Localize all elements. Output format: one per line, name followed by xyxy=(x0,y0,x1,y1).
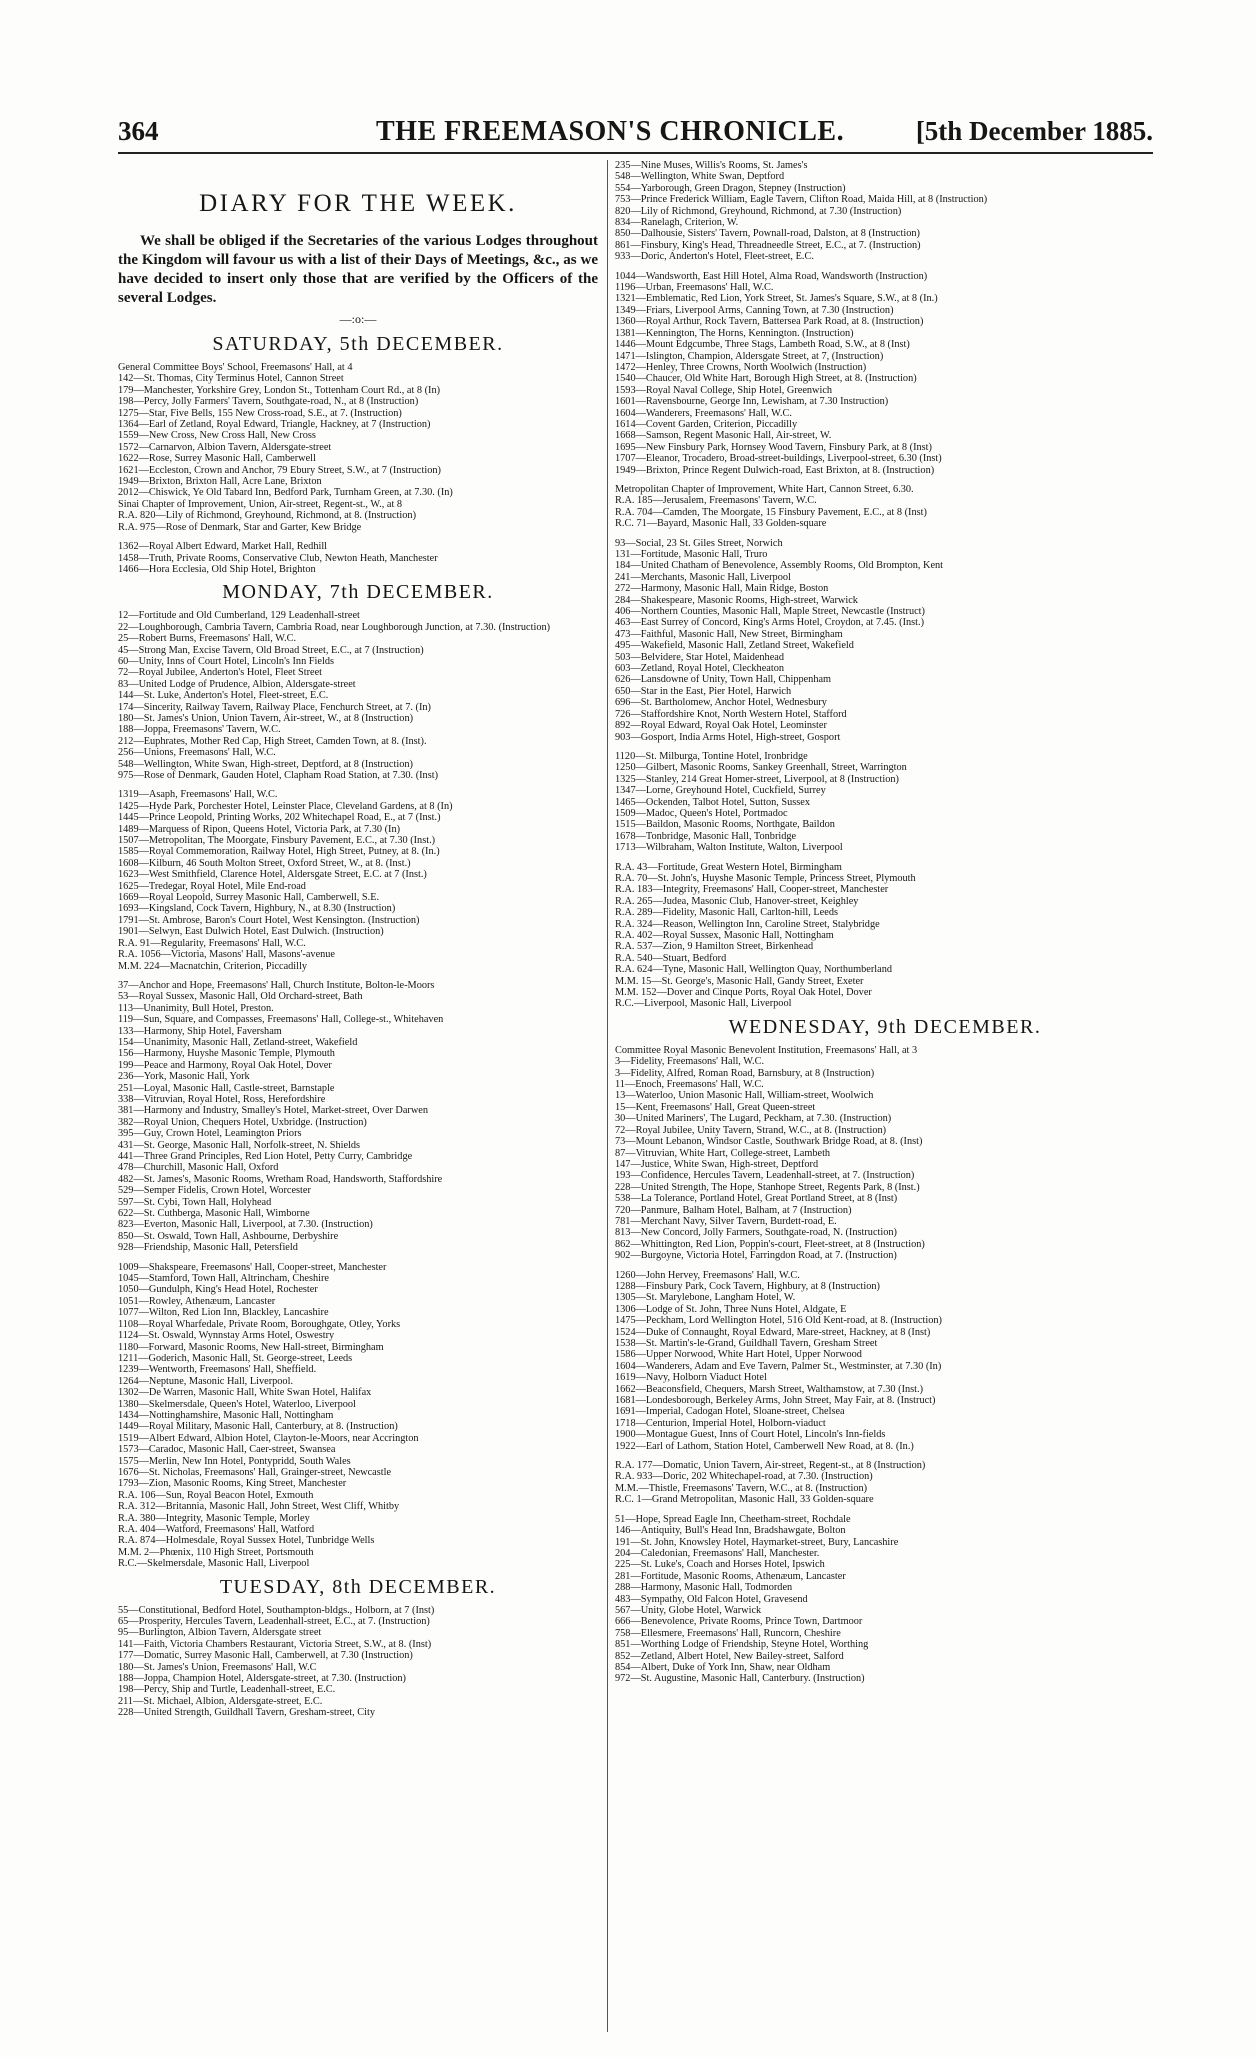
lodge-entry: 1691—Imperial, Cadogan Hotel, Sloane-street, Chelsea xyxy=(615,1406,845,1418)
lodge-entry: 1559—New Cross, New Cross Hall, New Cross xyxy=(118,430,316,442)
lodge-entry: 1625—Tredegar, Royal Hotel, Mile End-road xyxy=(118,880,306,892)
lodge-entry: 1614—Covent Garden, Criterion, Piccadilly xyxy=(615,418,798,430)
lodge-entry: R.A. 1056—Victoria, Masons' Hall, Masons'-avenue xyxy=(118,949,336,961)
lodge-entry: 1668—Samson, Regent Masonic Hall, Air-street, W. xyxy=(615,430,832,442)
lodge-entry: 622—St. Cuthberga, Masonic Hall, Wimborne xyxy=(118,1208,310,1220)
lodge-entry: 850—St. Oswald, Town Hall, Ashbourne, Derbyshire xyxy=(118,1230,339,1242)
lodge-entry: 179—Manchester, Yorkshire Grey, London St., Tottenham Court Rd., at 8 (In) xyxy=(118,384,441,396)
lodge-entry: 1713—Wilbraham, Walton Institute, Walton, Liverpool xyxy=(615,842,843,854)
lodge-entry: 834—Ranelagh, Criterion, W. xyxy=(615,217,739,229)
lodge-entry: 1573—Caradoc, Masonic Hall, Caer-street, Swansea xyxy=(118,1444,336,1456)
lodge-entry: 473—Faithful, Masonic Hall, New Street, Birmingham xyxy=(615,628,843,640)
lodge-entry: 174—Sincerity, Railway Tavern, Railway Place, Fenchurch Street, at 7. (In) xyxy=(118,701,431,713)
lodge-entry: 382—Royal Union, Chequers Hotel, Uxbridge. (Instruction) xyxy=(118,1116,367,1128)
lodge-entry: R.A. 404—Watford, Freemasons' Hall, Watford xyxy=(118,1524,315,1535)
lodge-entry: 55—Constitutional, Bedford Hotel, Southampton-bldgs., Holborn, at 7 (Inst) xyxy=(118,1604,435,1616)
lodge-entry: 1360—Royal Arthur, Rock Tavern, Battersea Park Road, at 8. (Instruction) xyxy=(615,316,924,328)
lodge-entry: 156—Harmony, Huyshe Masonic Temple, Plymouth xyxy=(118,1048,335,1060)
page-header xyxy=(118,116,1153,156)
lodge-entry: 696—St. Bartholomew, Anchor Hotel, Wednesbury xyxy=(615,697,827,709)
lodge-entry: 204—Caledonian, Freemasons' Hall, Manchester. xyxy=(615,1547,820,1559)
lodge-entry: 1586—Upper Norwood, White Hart Hotel, Upper Norwood xyxy=(615,1349,862,1361)
lodge-entry: 1180—Forward, Masonic Rooms, New Hall-street, Birmingham xyxy=(118,1341,384,1353)
lodge-entry: 753—Prince Frederick William, Eagle Tavern, Clifton Road, Maida Hill, at 8 (Instruction) xyxy=(615,194,988,206)
lodge-entry: 933—Doric, Anderton's Hotel, Fleet-street, E.C. xyxy=(615,251,814,263)
lodge-entry: 1319—Asaph, Freemasons' Hall, W.C. xyxy=(118,789,278,801)
lodge-entry: 1446—Mount Edgcumbe, Three Stags, Lambeth Road, S.W., at 8 (Inst) xyxy=(615,339,910,351)
lodge-entry: Committee Royal Masonic Benevolent Institution, Freemasons' Hall, at 3 xyxy=(615,1044,918,1056)
lodge-entry: 228—United Strength, The Hope, Stanhope Street, Regents Park, 8 (Inst.) xyxy=(615,1181,920,1193)
lodge-entry: 142—St. Thomas, City Terminus Hotel, Cannon Street xyxy=(118,373,344,385)
lodge-entry: 1540—Chaucer, Old White Hart, Borough High Street, at 8. (Instruction) xyxy=(615,373,917,385)
lodge-entry: 30—United Mariners', The Lugard, Peckham, at 7.30. (Instruction) xyxy=(615,1113,892,1125)
lodge-entry: 1601—Ravensbourne, George Inn, Lewisham, at 7.30 Instruction) xyxy=(615,396,889,408)
lodge-entry: 851—Worthing Lodge of Friendship, Steyne Hotel, Worthing xyxy=(615,1639,869,1651)
lodge-entry: 441—Three Grand Principles, Red Lion Hotel, Petty Curry, Cambridge xyxy=(118,1151,413,1162)
day-heading: SATURDAY, 5th DECEMBER. xyxy=(212,333,504,355)
lodge-entry: 972—St. Augustine, Masonic Hall, Canterbury. (Instruction) xyxy=(615,1673,865,1685)
lodge-entry: 188—Joppa, Champion Hotel, Aldersgate-street, at 7.30. (Instruction) xyxy=(118,1673,406,1685)
lodge-entry: 212—Euphrates, Mother Red Cap, High Street, Camden Town, at 8. (Inst). xyxy=(118,735,427,747)
lodge-entry: 1434—Nottinghamshire, Masonic Hall, Nottingham xyxy=(118,1409,334,1421)
lodge-entry: 862—Whittington, Red Lion, Poppin's-court, Fleet-street, at 8 (Instruction) xyxy=(615,1238,925,1250)
lodge-entry: M.M. 224—Macnatchin, Criterion, Piccadilly xyxy=(118,960,308,972)
lodge-entry: M.M. 2—Phœnix, 110 High Street, Portsmouth xyxy=(118,1546,314,1558)
lodge-entry: 1250—Gilbert, Masonic Rooms, Sankey Greenhall, Street, Warrington xyxy=(615,762,907,774)
lodge-entry: 603—Zetland, Royal Hotel, Cleckheaton xyxy=(615,663,784,675)
lodge-entry: R.C. 1—Grand Metropolitan, Masonic Hall, 33 Golden-square xyxy=(615,1494,874,1506)
lodge-entry: 975—Rose of Denmark, Gauden Hotel, Clapham Road Station, at 7.30. (Inst) xyxy=(118,770,439,781)
lodge-entry: Metropolitan Chapter of Improvement, White Hart, Cannon Street, 6.30. xyxy=(615,483,914,495)
lodge-entry: 199—Peace and Harmony, Royal Oak Hotel, Dover xyxy=(118,1059,332,1071)
lodge-entry: 1593—Royal Naval College, Ship Hotel, Greenwich xyxy=(615,384,833,396)
lodge-entry: 1475—Peckham, Lord Wellington Hotel, 516 Old Kent-road, at 8. (Instruction) xyxy=(615,1315,942,1327)
lodge-entry: 180—St. James's Union, Freemasons' Hall, W.C xyxy=(118,1661,317,1673)
lodge-entry: 1362—Royal Albert Edward, Market Hall, Redhill xyxy=(118,541,328,553)
lodge-entry: 1325—Stanley, 214 Great Homer-street, Liverpool, at 8 (Instruction) xyxy=(615,773,899,785)
group-gap xyxy=(615,743,1155,751)
group-gap xyxy=(615,476,1155,484)
lodge-entry: 1264—Neptune, Masonic Hall, Liverpool. xyxy=(118,1375,294,1387)
lodge-entry: 1364—Earl of Zetland, Royal Edward, Triangle, Hackney, at 7 (Instruction) xyxy=(118,419,431,431)
lodge-entry: 154—Unanimity, Masonic Hall, Zetland-street, Wakefield xyxy=(118,1036,358,1048)
lodge-entry: 1538—St. Martin's-le-Grand, Guildhall Tavern, Gresham Street xyxy=(615,1338,878,1349)
lodge-entry: R.A. 91—Regularity, Freemasons' Hall, W.C. xyxy=(118,937,306,949)
lodge-entry: 184—United Chatham of Benevolence, Assembly Rooms, Old Brompton, Kent xyxy=(615,560,944,572)
lodge-entry: R.C.—Skelmersdale, Masonic Hall, Liverpool xyxy=(118,1558,310,1570)
lodge-entry: 251—Loyal, Masonic Hall, Castle-street, Barnstaple xyxy=(118,1082,335,1094)
lodge-entry: R.A. 289—Fidelity, Masonic Hall, Carlton-hill, Leeds xyxy=(615,907,838,919)
group-gap xyxy=(615,1262,1155,1270)
lodge-entry: R.A. 402—Royal Sussex, Masonic Hall, Nottingham xyxy=(615,930,834,941)
lodge-entry: 87—Vitruvian, White Hart, College-street, Lambeth xyxy=(615,1147,831,1159)
lodge-entry: 813—New Concord, Jolly Farmers, Southgate-road, N. (Instruction) xyxy=(615,1227,897,1239)
group-gap xyxy=(118,1254,598,1262)
lodge-entry: 548—Wellington, White Swan, High-street, Deptford, at 8 (Instruction) xyxy=(118,758,413,770)
header-rule xyxy=(118,152,1153,154)
lodge-entry: R.A. 183—Integrity, Freemasons' Hall, Cooper-street, Manchester xyxy=(615,884,889,896)
lodge-entry: 191—St. John, Knowsley Hotel, Haymarket-street, Bury, Lancashire xyxy=(615,1536,899,1548)
lodge-entry: 1678—Tonbridge, Masonic Hall, Tonbridge xyxy=(615,830,797,842)
lodge-entry: 113—Unanimity, Bull Hotel, Preston. xyxy=(118,1002,274,1014)
lodge-entry: 1425—Hyde Park, Porchester Hotel, Leinster Place, Cleveland Gardens, at 8 (In) xyxy=(118,800,453,812)
lodge-entry: 256—Unions, Freemasons' Hall, W.C. xyxy=(118,747,276,759)
lodge-entry: 1260—John Hervey, Freemasons' Hall, W.C. xyxy=(615,1269,800,1281)
lodge-entry: 2012—Chiswick, Ye Old Tabard Inn, Bedford Park, Turnham Green, at 7.30. (In) xyxy=(118,487,453,499)
lodge-entry: R.A. 265—Judea, Masonic Club, Hanover-street, Keighley xyxy=(615,895,859,907)
lodge-entry: 1619—Navy, Holborn Viaduct Hotel xyxy=(615,1372,767,1384)
publication-title: THE FREEMASON'S CHRONICLE. xyxy=(376,116,845,147)
lodge-entry: M.M. 152—Dover and Cinque Ports, Royal Oak Hotel, Dover xyxy=(615,987,872,999)
lodge-entry: 1051—Rowley, Athenæum, Lancaster xyxy=(118,1295,276,1307)
lodge-entry: 1445—Prince Leopold, Printing Works, 202 Whitechapel Road, E., at 7 (Inst.) xyxy=(118,812,441,824)
lodge-entry: 726—Staffordshire Knot, North Western Hotel, Stafford xyxy=(615,708,847,720)
lodge-entry: 338—Vitruvian, Royal Hotel, Ross, Herefordshire xyxy=(118,1093,326,1105)
lodge-entry: 177—Domatic, Surrey Masonic Hall, Camberwell, at 7.30 (Instruction) xyxy=(118,1650,413,1662)
lodge-entry: M.M.—Thistle, Freemasons' Tavern, W.C., at 8. (Instruction) xyxy=(615,1482,868,1494)
lodge-entry: 1585—Royal Commemoration, Railway Hotel, High Street, Putney, at 8. (In.) xyxy=(118,846,440,858)
lodge-entry: 1302—De Warren, Masonic Hall, White Swan Hotel, Halifax xyxy=(118,1387,372,1399)
lodge-entry: 1120—St. Milburga, Tontine Hotel, Ironbridge xyxy=(615,750,808,762)
lodge-entry: R.A. 537—Zion, 9 Hamilton Street, Birkenhead xyxy=(615,941,814,953)
lodge-entry: R.A. 933—Doric, 202 Whitechapel-road, at 7.30. (Instruction) xyxy=(615,1471,873,1483)
lodge-entry: 93—Social, 23 St. Giles Street, Norwich xyxy=(615,537,783,549)
lodge-entry: R.A. 380—Integrity, Masonic Temple, Morley xyxy=(118,1512,310,1524)
lodge-entry: 1108—Royal Wharfedale, Private Room, Boroughgate, Otley, Yorks xyxy=(118,1318,401,1330)
lodge-entry: 1196—Urban, Freemasons' Hall, W.C. xyxy=(615,282,774,294)
lodge-entry: 781—Merchant Navy, Silver Tavern, Burdett-road, E. xyxy=(615,1215,837,1227)
lodge-entry: R.A. 312—Britannia, Masonic Hall, John Street, West Cliff, Whitby xyxy=(118,1501,400,1513)
lodge-entry: R.A. 70—St. John's, Huyshe Masonic Temple, Princess Street, Plymouth xyxy=(615,872,916,884)
lodge-entry: 1519—Albert Edward, Albion Hotel, Clayton-le-Moors, near Accrington xyxy=(118,1432,419,1444)
lodge-entry: 1676—St. Nicholas, Freemasons' Hall, Grainger-street, Newcastle xyxy=(118,1466,392,1478)
lodge-entry: 1124—St. Oswald, Wynnstay Arms Hotel, Oswestry xyxy=(118,1330,335,1342)
lodge-entry: 72—Royal Jubilee, Anderton's Hotel, Fleet Street xyxy=(118,667,323,679)
lodge-entry: 73—Mount Lebanon, Windsor Castle, Southwark Bridge Road, at 8. (Inst) xyxy=(615,1136,923,1148)
lodge-entry: 1793—Zion, Masonic Rooms, King Street, Manchester xyxy=(118,1478,347,1490)
lodge-entry: 892—Royal Edward, Royal Oak Hotel, Leominster xyxy=(615,720,827,732)
diary-title: DIARY FOR THE WEEK. xyxy=(199,190,517,217)
lodge-entry: 1349—Friars, Liverpool Arms, Canning Town, at 7.30 (Instruction) xyxy=(615,304,894,316)
lodge-entry: 53—Royal Sussex, Masonic Hall, Old Orchard-street, Bath xyxy=(118,991,363,1003)
lodge-entry: 22—Loughborough, Cambria Tavern, Cambria Road, near Loughborough Junction, at 7.30. (Instruction) xyxy=(118,621,551,633)
lodge-entry: 431—St. George, Masonic Hall, Norfolk-street, N. Shields xyxy=(118,1139,361,1151)
lodge-entry: 854—Albert, Duke of York Inn, Shaw, near Oldham xyxy=(615,1661,831,1673)
lodge-entry: 3—Fidelity, Alfred, Roman Road, Barnsbury, at 8 (Instruction) xyxy=(615,1067,875,1079)
lodge-entry: 1009—Shakspeare, Freemasons' Hall, Cooper-street, Manchester xyxy=(118,1261,387,1273)
lodge-entry: 13—Waterloo, Union Masonic Hall, William-street, Woolwich xyxy=(615,1090,874,1102)
lodge-entry: 1524—Duke of Connaught, Royal Edward, Mare-street, Hackney, at 8 (Inst) xyxy=(615,1326,931,1338)
lodge-entry: R.C. 71—Bayard, Masonic Hall, 33 Golden-square xyxy=(615,518,827,530)
lodge-entry: 241—Merchants, Masonic Hall, Liverpool xyxy=(615,571,791,583)
lodge-entry: 1275—Star, Five Bells, 155 New Cross-road, S.E., at 7. (Instruction) xyxy=(118,407,402,419)
issue-date: [5th December 1885. xyxy=(915,116,1153,146)
lodge-entry: 1949—Brixton, Prince Regent Dulwich-road, East Brixton, at 8. (Instruction) xyxy=(615,464,935,476)
lodge-entry: 288—Harmony, Masonic Hall, Todmorden xyxy=(615,1582,793,1594)
lodge-entry: 51—Hope, Spread Eagle Inn, Cheetham-street, Rochdale xyxy=(615,1513,851,1525)
lodge-entry: 147—Justice, White Swan, High-street, Deptford xyxy=(615,1158,819,1170)
lodge-entry: 758—Ellesmere, Freemasons' Hall, Runcorn, Cheshire xyxy=(615,1627,841,1639)
lodge-entry: 180—St. James's Union, Union Tavern, Air-street, W., at 8 (Instruction) xyxy=(118,712,414,724)
lodge-entry: M.M. 15—St. George's, Masonic Hall, Gandy Street, Exeter xyxy=(615,975,864,987)
lodge-entry: 272—Harmony, Masonic Hall, Main Ridge, Boston xyxy=(615,583,829,595)
lodge-entry: 11—Enoch, Freemasons' Hall, W.C. xyxy=(615,1079,764,1091)
lodge-entry: 1572—Carnarvon, Albion Tavern, Aldersgate-street xyxy=(118,441,332,453)
day-heading: WEDNESDAY, 9th DECEMBER. xyxy=(728,1015,1042,1038)
lodge-entry: 1608—Kilburn, 46 South Molton Street, Oxford Street, W., at 8. (Inst.) xyxy=(118,857,411,869)
lodge-entry: 25—Robert Burns, Freemasons' Hall, W.C. xyxy=(118,633,297,645)
lodge-entry: 45—Strong Man, Excise Tavern, Old Broad Street, E.C., at 7 (Instruction) xyxy=(118,644,424,656)
lodge-entry: R.A. 874—Holmesdale, Royal Sussex Hotel, Tunbridge Wells xyxy=(118,1535,375,1547)
lodge-entry: 15—Kent, Freemasons' Hall, Great Queen-street xyxy=(615,1101,816,1113)
lodge-entry: 228—United Strength, Guildhall Tavern, Gresham-street, City xyxy=(118,1707,376,1719)
lodge-entry: 567—Unity, Globe Hotel, Warwick xyxy=(615,1604,762,1616)
lodge-entry: 1380—Skelmersdale, Queen's Hotel, Waterloo, Liverpool xyxy=(118,1398,356,1410)
lodge-entry: R.A. 624—Tyne, Masonic Hall, Wellington Quay, Northumberland xyxy=(615,964,892,976)
lodge-entry: 65—Prosperity, Hercules Tavern, Leadenhall-street, E.C., at 7. (Instruction) xyxy=(118,1616,430,1628)
lodge-entry: 1507—Metropolitan, The Moorgate, Finsbury Pavement, E.C., at 7.30 (Inst.) xyxy=(118,835,436,847)
lodge-entry: R.A. 185—Jerusalem, Freemasons' Tavern, W.C. xyxy=(615,495,817,507)
lodge-entry: R.A. 106—Sun, Royal Beacon Hotel, Exmouth xyxy=(118,1489,314,1501)
lodge-entry: 193—Confidence, Hercules Tavern, Leadenhall-street, at 7. (Instruction) xyxy=(615,1170,915,1182)
lodge-entry: 1306—Lodge of St. John, Three Nuns Hotel, Aldgate, E xyxy=(615,1303,847,1315)
lodge-entry: R.A. 43—Fortitude, Great Western Hotel, Birmingham xyxy=(615,861,842,873)
lodge-entry: 1922—Earl of Lathom, Station Hotel, Camberwell New Road, at 8. (In.) xyxy=(615,1440,914,1452)
lodge-entry: 597—St. Cybi, Town Hall, Holyhead xyxy=(118,1196,272,1208)
lodge-entry: 225—St. Luke's, Coach and Horses Hotel, Ipswich xyxy=(615,1559,825,1571)
lodge-entry: 852—Zetland, Albert Hotel, New Bailey-street, Salford xyxy=(615,1650,844,1662)
lodge-entry: 146—Antiquity, Bull's Head Inn, Bradshawgate, Bolton xyxy=(615,1525,846,1537)
lodge-entry: 1465—Ockenden, Talbot Hotel, Sutton, Sussex xyxy=(615,796,811,808)
lodge-entry: 1604—Wanderers, Adam and Eve Tavern, Palmer St., Westminster, at 7.30 (In) xyxy=(615,1360,942,1372)
lodge-entry: 83—United Lodge of Prudence, Albion, Aldersgate-street xyxy=(118,678,356,690)
lodge-entry: 495—Wakefield, Masonic Hall, Zetland Street, Wakefield xyxy=(615,640,854,652)
lodge-entry: 1693—Kingsland, Cock Tavern, Highbury, N., at 8.30 (Instruction) xyxy=(118,903,396,915)
lodge-entry: 1791—St. Ambrose, Baron's Court Hotel, West Kensington. (Instruction) xyxy=(118,914,420,926)
lodge-entry: 1239—Wentworth, Freemasons' Hall, Sheffield. xyxy=(118,1364,317,1376)
lodge-entry: 1466—Hora Ecclesia, Old Ship Hotel, Brighton xyxy=(118,563,316,575)
lodge-entry: 72—Royal Jubilee, Unity Tavern, Strand, W.C., at 8. (Instruction) xyxy=(615,1124,887,1136)
day-heading: MONDAY, 7th DECEMBER. xyxy=(222,581,494,604)
group-gap xyxy=(118,533,598,541)
lodge-entry: 1347—Lorne, Greyhound Hotel, Cuckfield, Surrey xyxy=(615,785,826,797)
lodge-entry: 1458—Truth, Private Rooms, Conservative Club, Newton Heath, Manchester xyxy=(118,552,438,564)
group-gap xyxy=(118,781,598,789)
lodge-entry: 1575—Merlin, New Inn Hotel, Pontypridd, South Wales xyxy=(118,1455,351,1467)
lodge-entry: 211—St. Michael, Albion, Aldersgate-street, E.C. xyxy=(118,1695,323,1707)
lodge-entry: R.A. 975—Rose of Denmark, Star and Garter, Kew Bridge xyxy=(118,521,362,533)
lodge-entry: Sinai Chapter of Improvement, Union, Air-street, Regent-st., W., at 8 xyxy=(118,498,403,510)
lodge-entry: 928—Friendship, Masonic Hall, Petersfield xyxy=(118,1242,298,1254)
lodge-entry: 463—East Surrey of Concord, King's Arms Hotel, Croydon, at 7.45. (Inst.) xyxy=(615,617,925,629)
left-column xyxy=(118,160,598,2040)
lodge-entry: 37—Anchor and Hope, Freemasons' Hall, Church Institute, Bolton-le-Moors xyxy=(118,979,435,991)
lodge-entry: 1050—Gundulph, King's Head Hotel, Rochester xyxy=(118,1284,318,1296)
lodge-entry: 1707—Eleanor, Trocadero, Broad-street-buildings, Liverpool-street, 6.30 (Inst) xyxy=(615,453,942,465)
left-sections xyxy=(118,333,598,1719)
lodge-entry: 861—Finsbury, King's Head, Threadneedle Street, E.C., at 7. (Instruction) xyxy=(615,239,921,251)
lodge-entry: 1669—Royal Leopold, Surrey Masonic Hall, Camberwell, S.E. xyxy=(118,892,380,904)
group-gap xyxy=(615,854,1155,862)
lodge-entry: 119—Sun, Square, and Compasses, Freemasons' Hall, College-st., Whitehaven xyxy=(118,1014,444,1026)
lodge-entry: R.A. 540—Stuart, Bedford xyxy=(615,952,727,964)
right-column xyxy=(615,160,1155,2040)
lodge-entry: 236—York, Masonic Hall, York xyxy=(118,1071,250,1083)
lodge-entry: 406—Northern Counties, Masonic Hall, Maple Street, Newcastle (Instruct) xyxy=(615,606,925,618)
lodge-entry: 395—Guy, Crown Hotel, Leamington Priors xyxy=(118,1128,302,1140)
lodge-entry: 483—Sympathy, Old Falcon Hotel, Gravesend xyxy=(615,1593,808,1605)
lodge-entry: 1489—Marquess of Ripon, Queens Hotel, Victoria Park, at 7.30 (In) xyxy=(118,823,401,835)
diary-intro: We shall be obliged if the Secretaries of the various Lodges throughout the Kingdom will favour us with a list of their Days of Meetings, &c., as we have decided to insert only those that are verified by the Officers of the several Lodges. xyxy=(118,233,598,306)
lodge-entry: General Committee Boys' School, Freemasons' Hall, at 4 xyxy=(118,362,353,373)
lodge-entry: 1515—Baildon, Masonic Rooms, Northgate, Baildon xyxy=(615,819,835,831)
lodge-entry: 482—St. James's, Masonic Rooms, Wretham Road, Handsworth, Staffordshire xyxy=(118,1173,443,1185)
right-sections xyxy=(615,160,1155,1685)
lodge-entry: 1901—Selwyn, East Dulwich Hotel, East Dulwich. (Instruction) xyxy=(118,926,384,938)
lodge-entry: 198—Percy, Jolly Farmers' Tavern, Southgate-road, N., at 8 (Instruction) xyxy=(118,396,419,408)
lodge-entry: 1471—Islington, Champion, Aldersgate Street, at 7, (Instruction) xyxy=(615,350,884,362)
lodge-entry: 1604—Wanderers, Freemasons' Hall, W.C. xyxy=(615,407,792,419)
lodge-entry: 538—La Tolerance, Portland Hotel, Great Portland Street, at 8 (Inst) xyxy=(615,1193,898,1205)
lodge-entry: 133—Harmony, Ship Hotel, Faversham xyxy=(118,1025,282,1037)
lodge-entry: 1305—St. Marylebone, Langham Hotel, W. xyxy=(615,1292,796,1304)
page-number: 364 xyxy=(118,116,159,146)
lodge-entry: 235—Nine Muses, Willis's Rooms, St. James's xyxy=(615,160,808,171)
lodge-entry: 1449—Royal Military, Masonic Hall, Canterbury, at 8. (Instruction) xyxy=(118,1421,398,1433)
lodge-entry: 626—Lansdowne of Unity, Town Hall, Chippenham xyxy=(615,674,832,686)
group-gap xyxy=(615,530,1155,538)
lodge-entry: R.C.—Liverpool, Masonic Hall, Liverpool xyxy=(615,998,792,1010)
lodge-entry: R.A. 324—Reason, Wellington Inn, Caroline Street, Stalybridge xyxy=(615,918,880,930)
lodge-entry: 3—Fidelity, Freemasons' Hall, W.C. xyxy=(615,1056,765,1068)
lodge-entry: 820—Lily of Richmond, Greyhound, Richmond, at 7.30 (Instruction) xyxy=(615,205,902,217)
lodge-entry: 1900—Montague Guest, Inns of Court Hotel, Lincoln's Inn-fields xyxy=(615,1429,886,1441)
lodge-entry: 1321—Emblematic, Red Lion, York Street, St. James's Square, S.W., at 8 (In.) xyxy=(615,293,938,305)
lodge-entry: 1077—Wilton, Red Lion Inn, Blackley, Lancashire xyxy=(118,1307,329,1319)
group-gap xyxy=(615,263,1155,271)
column-divider xyxy=(607,160,608,2032)
lodge-entry: 823—Everton, Masonic Hall, Liverpool, at 7.30. (Instruction) xyxy=(118,1219,373,1231)
lodge-entry: 1509—Madoc, Queen's Hotel, Portmadoc xyxy=(615,807,788,819)
lodge-entry: 1288—Finsbury Park, Cock Tavern, Highbury, at 8 (Instruction) xyxy=(615,1280,880,1292)
group-gap xyxy=(615,1506,1155,1514)
lodge-entry: 1949—Brixton, Brixton Hall, Acre Lane, Brixton xyxy=(118,476,322,488)
lodge-entry: 381—Harmony and Industry, Smalley's Hotel, Market-street, Over Darwen xyxy=(118,1105,429,1117)
lodge-entry: 529—Semper Fidelis, Crown Hotel, Worcester xyxy=(118,1185,311,1197)
lodge-entry: 1211—Goderich, Masonic Hall, St. George-street, Leeds xyxy=(118,1352,353,1364)
lodge-entry: 666—Benevolence, Private Rooms, Prince Town, Dartmoor xyxy=(615,1616,863,1628)
lodge-entry: 903—Gosport, India Arms Hotel, High-street, Gosport xyxy=(615,731,841,743)
lodge-entry: 1622—Rose, Surrey Masonic Hall, Camberwell xyxy=(118,453,316,465)
day-heading: TUESDAY, 8th DECEMBER. xyxy=(219,1575,497,1598)
group-gap xyxy=(615,1452,1155,1460)
lodge-entry: R.A. 177—Domatic, Union Tavern, Air-street, Regent-st., at 8 (Instruction) xyxy=(615,1460,926,1472)
lodge-entry: 198—Percy, Ship and Turtle, Leadenhall-street, E.C. xyxy=(118,1684,336,1696)
lodge-entry: 1381—Kennington, The Horns, Kennington. (Instruction) xyxy=(615,327,854,339)
lodge-entry: 902—Burgoyne, Victoria Hotel, Farringdon Road, at 7. (Instruction) xyxy=(615,1250,897,1262)
lodge-entry: 1045—Stamford, Town Hall, Altrincham, Cheshire xyxy=(118,1273,330,1285)
lodge-entry: 720—Panmure, Balham Hotel, Balham, at 7 (Instruction) xyxy=(615,1204,852,1216)
lodge-entry: R.A. 704—Camden, The Moorgate, 15 Finsbury Pavement, E.C., at 8 (Inst) xyxy=(615,506,927,518)
lodge-entry: 144—St. Luke, Anderton's Hotel, Fleet-street, E.C. xyxy=(118,690,329,702)
lodge-entry: 1681—Londesborough, Berkeley Arms, John Street, May Fair, at 8. (Instruct) xyxy=(615,1395,936,1407)
lodge-entry: 284—Shakespeare, Masonic Rooms, High-street, Warwick xyxy=(615,594,858,606)
lodge-entry: 188—Joppa, Freemasons' Tavern, W.C. xyxy=(118,724,281,736)
lodge-entry: 95—Burlington, Albion Tavern, Aldersgate street xyxy=(118,1627,322,1639)
lodge-entry: 12—Fortitude and Old Cumberland, 129 Leadenhall-street xyxy=(118,610,360,622)
lodge-entry: R.A. 820—Lily of Richmond, Greyhound, Richmond, at 8. (Instruction) xyxy=(118,510,417,522)
lodge-entry: 1621—Eccleston, Crown and Anchor, 79 Ebury Street, S.W., at 7 (Instruction) xyxy=(118,464,441,476)
lodge-entry: 478—Churchill, Masonic Hall, Oxford xyxy=(118,1162,279,1174)
separator: —:o:— xyxy=(339,312,377,326)
lodge-entry: 503—Belvidere, Star Hotel, Maidenhead xyxy=(615,651,784,663)
lodge-entry: 1623—West Smithfield, Clarence Hotel, Aldersgate Street, E.C. at 7 (Inst.) xyxy=(118,869,427,881)
lodge-entry: 1662—Beaconsfield, Chequers, Marsh Street, Walthamstow, at 7.30 (Inst.) xyxy=(615,1383,924,1395)
group-gap xyxy=(118,972,598,980)
lodge-entry: 554—Yarborough, Green Dragon, Stepney (Instruction) xyxy=(615,182,846,194)
lodge-entry: 548—Wellington, White Swan, Deptford xyxy=(615,171,785,183)
lodge-entry: 131—Fortitude, Masonic Hall, Truro xyxy=(615,549,768,560)
lodge-entry: 1044—Wandsworth, East Hill Hotel, Alma Road, Wandsworth (Instruction) xyxy=(615,270,928,282)
lodge-entry: 281—Fortitude, Masonic Rooms, Athenæum, Lancaster xyxy=(615,1570,846,1582)
lodge-entry: 1718—Centurion, Imperial Hotel, Holborn-viaduct xyxy=(615,1417,826,1429)
lodge-entry: 1695—New Finsbury Park, Hornsey Wood Tavern, Finsbury Park, at 8 (Inst) xyxy=(615,441,932,453)
lodge-entry: 141—Faith, Victoria Chambers Restaurant, Victoria Street, S.W., at 8. (Inst) xyxy=(118,1638,432,1650)
lodge-entry: 60—Unity, Inns of Court Hotel, Lincoln's Inn Fields xyxy=(118,655,334,667)
lodge-entry: 850—Dalhousie, Sisters' Tavern, Pownall-road, Dalston, at 8 (Instruction) xyxy=(615,228,920,240)
lodge-entry: 1472—Henley, Three Crowns, North Woolwich (Instruction) xyxy=(615,361,867,373)
lodge-entry: 650—Star in the East, Pier Hotel, Harwich xyxy=(615,685,792,697)
